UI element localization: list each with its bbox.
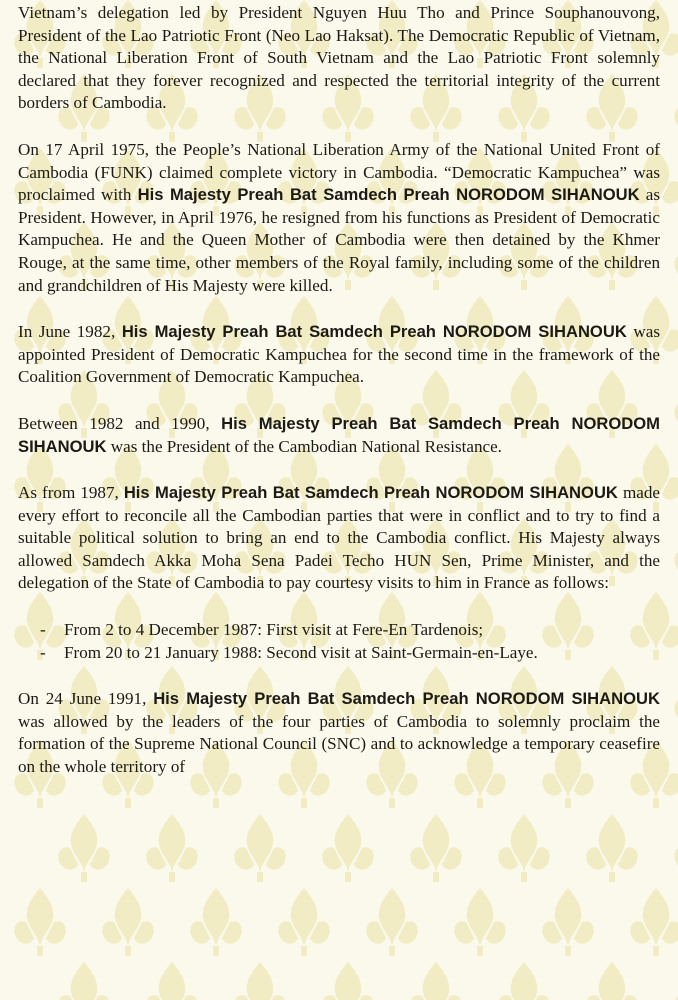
list-bullet: - [40,642,46,662]
floral-motif-icon [58,962,109,1000]
document-page [18,2,660,803]
floral-motif-icon [674,370,678,438]
floral-motif-icon [674,962,678,1000]
paragraph-supreme-national-council-1991 [18,688,660,778]
floral-motif-icon [14,888,65,956]
floral-motif-icon [322,814,373,882]
paragraph-democratic-kampuchea-1975 [18,139,660,297]
paragraph-text: made every effort to reconcile all the Cambodian parties that were in conflict and to try to find a suitable political solution to bring an end to the Cambodia conflict. His Majesty always allowed Samdech Akka Moha Sena Padei Techo HUN Sen, Prime Minister, and the delegation of the State of Cambodia to pay courtesy visits to him in France as follows: [18,483,660,593]
floral-motif-icon [58,814,109,882]
floral-motif-icon [586,814,637,882]
visit-list-item [40,642,660,665]
visit-item-text: From 20 to 21 January 1988: Second visit at Saint-Germain-en-Laye. [64,642,538,662]
floral-motif-icon [498,962,549,1000]
floral-motif-icon [630,888,678,956]
paragraph-text: Vietnam’s delegation led by President Nguyen Huu Tho and Prince Souphanouvong, President of the Lao Patriotic Front (Neo Lao Haksat). The Democratic Republic of Vietnam, the National Liberation Front of South Vietnam and the Lao Patriotic Front solemnly declared that they forever recognized and respected the territorial integrity of the current borders of Cambodia. [18,3,660,113]
bold-honorific-name: His Majesty Preah Bat Samdech Preah NORODOM SIHANOUK [123,483,618,503]
floral-motif-icon [542,888,593,956]
floral-motif-icon [674,518,678,586]
floral-motif-icon [278,888,329,956]
visit-item-text: From 2 to 4 December 1987: First visit at Fere-En Tardenois; [64,620,484,640]
bold-honorific-name: His Majesty Preah Bat Samdech Preah NORODOM SIHANOUK [137,185,640,205]
courtesy-visits-list [18,619,660,664]
floral-motif-icon [234,962,285,1000]
paragraph-reconciliation-1987 [18,482,660,595]
floral-motif-icon [366,888,417,956]
paragraph-text: was allowed by the leaders of the four parties of Cambodia to solemnly proclaim the formation of the Supreme National Council (SNC) and to acknowledge a temporary ceasefire on the whole territory of [18,711,660,777]
floral-motif-icon [674,666,678,734]
floral-motif-icon [674,814,678,882]
floral-motif-icon [146,962,197,1000]
floral-motif-icon [234,814,285,882]
paragraph-coalition-government-1982 [18,321,660,389]
paragraph-text: As from 1987, [18,483,124,503]
floral-motif-icon [454,888,505,956]
bold-honorific-name: His Majesty Preah Bat Samdech Preah NORODOM SIHANOUK [121,322,627,342]
paragraph-text: On 17 April 1975, the People’s National Liberation Army of the National United Front of Cambodia (FUNK) claimed complete victory in Cambodia. “Democratic Kampuchea” was proclaimed with [18,139,660,205]
paragraph-text: On 24 June 1991, [18,689,154,709]
paragraph-text: In June 1982, [18,322,122,342]
paragraph-geneva-declaration [18,2,660,115]
floral-motif-icon [322,962,373,1000]
paragraph-text: as President. However, in April 1976, he resigned from his functions as President of Democratic Kampuchea. He and the Queen Mother of Cambodia were then detained by the Khmer Rouge, at the same time, other members of the Royal family, including some of the children and grandchildren of His Majesty were killed. [18,185,660,295]
floral-motif-icon [498,814,549,882]
floral-motif-icon [410,962,461,1000]
floral-motif-icon [410,814,461,882]
paragraph-text: was appointed President of Democratic Kampuchea for the second time in the framework of the Coalition Government of Democratic Kampuchea. [18,322,660,387]
list-bullet: - [40,620,46,640]
floral-motif-icon [190,888,241,956]
floral-motif-icon [674,222,678,290]
floral-motif-icon [102,888,153,956]
visit-list-item [40,619,660,642]
bold-honorific-name: His Majesty Preah Bat Samdech Preah NORODOM SIHANOUK [153,689,660,709]
paragraph-text: was the President of the Cambodian National Resistance. [106,436,502,456]
bold-honorific-name: His Majesty Preah Bat Samdech Preah NORODOM SIHANOUK [18,413,660,456]
floral-motif-icon [586,962,637,1000]
paragraph-text: Between 1982 and 1990, [18,413,222,433]
paragraph-national-resistance [18,413,660,458]
floral-motif-icon [674,74,678,142]
floral-motif-icon [146,814,197,882]
